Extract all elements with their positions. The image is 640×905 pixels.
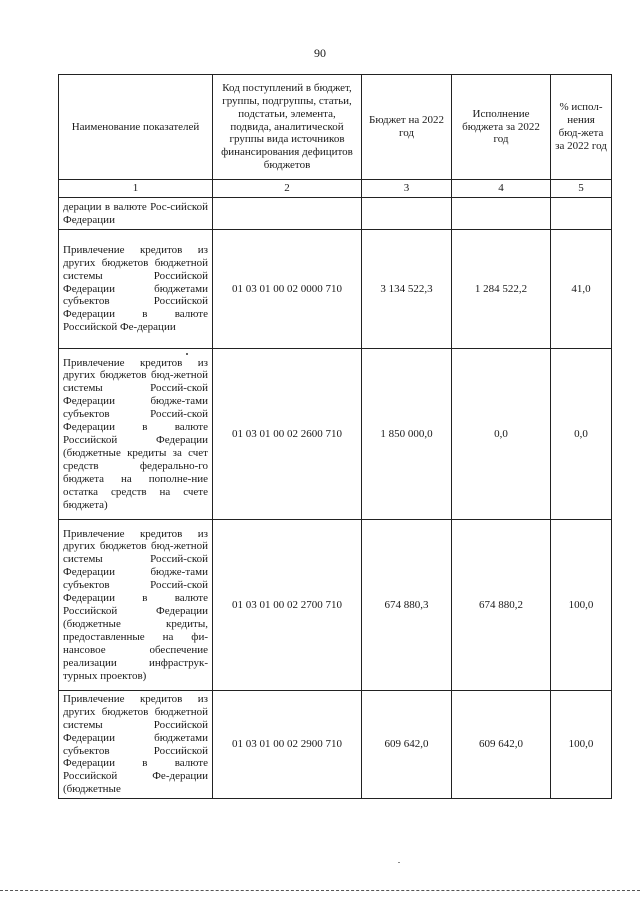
row-execution: 674 880,2 — [452, 520, 551, 691]
header-code: Код поступлений в бюджет, группы, подгруппы, статьи, подстатьи, элемента, подвида, аналитической группы вида источников финансирования дефицитов бюджетов — [213, 75, 362, 180]
row-name: дерации в валюте Рос-сийской Федерации — [59, 198, 213, 230]
table-row — [59, 349, 612, 520]
page-number: 90 — [314, 46, 326, 60]
header-budget: Бюджет на 2022 год — [362, 75, 452, 180]
column-number-row — [59, 180, 612, 198]
column-number: 3 — [362, 180, 452, 198]
row-budget: 674 880,3 — [362, 520, 452, 691]
column-number: 5 — [551, 180, 612, 198]
scan-edge-line — [0, 890, 640, 891]
row-name: Привлечение кредитов из других бюджетов бюд-жетной системы Россий-ской Федерации бюдже-тами субъектов Россий-ской Федерации в валюте Российской Федерации (бюджетные кредиты, предоставленные на фи-нансовое обеспечение реализации инфраструк-турных проектов) — [59, 520, 213, 691]
row-code: 01 03 01 00 02 2600 710 — [213, 349, 362, 520]
row-execution — [452, 198, 551, 230]
scan-speck — [186, 353, 188, 355]
table-row — [59, 691, 612, 799]
scan-speck — [398, 862, 400, 863]
row-percent: 0,0 — [551, 349, 612, 520]
table-row — [59, 230, 612, 349]
row-execution: 0,0 — [452, 349, 551, 520]
row-budget — [362, 198, 452, 230]
row-percent — [551, 198, 612, 230]
row-execution: 1 284 522,2 — [452, 230, 551, 349]
column-number: 2 — [213, 180, 362, 198]
header-percent: % испол-нения бюд-жета за 2022 год — [551, 75, 612, 180]
budget-sources-table — [58, 74, 612, 799]
row-execution: 609 642,0 — [452, 691, 551, 799]
row-percent: 41,0 — [551, 230, 612, 349]
row-percent: 100,0 — [551, 520, 612, 691]
row-code: 01 03 01 00 02 2700 710 — [213, 520, 362, 691]
row-percent: 100,0 — [551, 691, 612, 799]
row-name: Привлечение кредитов из других бюджетов бюд-жетной системы Россий-ской Федерации бюдже-тами субъектов Россий-ской Федерации в валюте Российской Федерации (бюджетные кредиты за счет средств федерально-го бюджета на пополне-ние остатка средств на счете бюджета) — [59, 349, 213, 520]
row-budget: 3 134 522,3 — [362, 230, 452, 349]
table-row — [59, 520, 612, 691]
column-number: 1 — [59, 180, 213, 198]
row-name: Привлечение кредитов из других бюджетов бюджетной системы Российской Федерации бюджетами субъектов Российской Федерации в валюте Российской Фе-дерации (бюджетные — [59, 691, 213, 799]
table-header-row — [59, 75, 612, 180]
row-name: Привлечение кредитов из других бюджетов бюджетной системы Российской Федерации бюджетами субъектов Российской Федерации в валюте Российской Фе-дерации — [59, 230, 213, 349]
row-code: 01 03 01 00 02 2900 710 — [213, 691, 362, 799]
header-indicator-name: Наименование показателей — [59, 75, 213, 180]
row-code: 01 03 01 00 02 0000 710 — [213, 230, 362, 349]
column-number: 4 — [452, 180, 551, 198]
row-code — [213, 198, 362, 230]
header-execution: Исполнение бюджета за 2022 год — [452, 75, 551, 180]
table-row — [59, 198, 612, 230]
row-budget: 1 850 000,0 — [362, 349, 452, 520]
row-budget: 609 642,0 — [362, 691, 452, 799]
